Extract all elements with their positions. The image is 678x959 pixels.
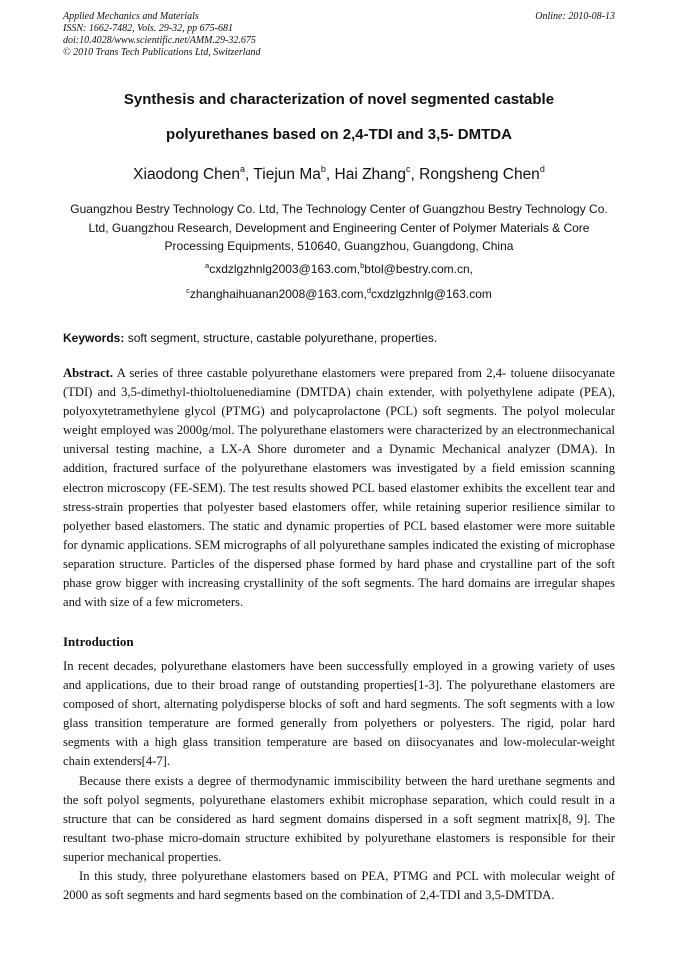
author-name: Rongsheng Chen [419, 166, 540, 183]
author-affil-mark: d [539, 164, 545, 174]
introduction-body [63, 657, 615, 905]
online-date: Online: 2010-08-13 [535, 11, 615, 22]
copyright-line: © 2010 Trans Tech Publications Ltd, Switzerland [63, 47, 261, 58]
author-name: Tiejun Ma [253, 166, 321, 183]
paragraph: In recent decades, polyurethane elastomers have been successfully employed in a growing variety of uses and applications, due to their broad range of outstanding properties[1-3]. The polyurethane elastomers are composed of short, alternating polydisperse blocks of soft and hard segments. The soft segments with a low glass transition temperature are formed generally from polyethers or polyesters. The rigid, polar hard segments with a high glass transition temperature are based on diisocyanates and low-molecular-weight chain extenders[4-7]. [63, 659, 615, 769]
author-list: Xiaodong Chen$^a$, Tiejun Ma$^b$, Hai Zhang$^c$, Rongsheng Chen$^d$ [133, 164, 545, 183]
abstract [63, 364, 615, 612]
author-affil-mark: b [320, 164, 326, 174]
journal-header [63, 11, 615, 59]
keywords [63, 331, 615, 345]
paper-title-line-1: Synthesis and characterization of novel segmented castable [123, 91, 555, 108]
author-name: Xiaodong Chen [133, 166, 241, 183]
introduction-heading: Introduction [63, 634, 134, 649]
affiliation: Guangzhou Bestry Technology Co. Ltd, The Technology Center of Guangzhou Bestry Technology Co. Ltd, Guangzhou Research, Development and Engineering Center of Polymer Materials & Core Processing Equipments, 510640, Guangzhou, Guangdong, China [70, 202, 608, 253]
keywords-text: soft segment, structure, castable polyurethane, properties. [127, 331, 438, 345]
email-d: cxdzlgzhnlg@163.com [371, 287, 492, 301]
author-name: Hai Zhang [334, 166, 407, 183]
issn-line: ISSN: 1662-7482, Vols. 29-32, pp 675-681 [63, 23, 233, 34]
doi-line: doi:10.4028/www.scientific.net/AMM.29-32.675 [63, 35, 256, 46]
email-c: zhanghaihuanan2008@163.com, [189, 287, 367, 301]
author-affil-mark: c [406, 164, 411, 174]
email-line-2: $^c$zhanghaihuanan2008@163.com,$^d$cxdzlgzhnlg@163.com [186, 286, 492, 301]
abstract-text: A series of three castable polyurethane elastomers were prepared from 2,4- toluene diisocyanate (TDI) and 3,5-dimethyl-thioltoluenediamine (DMTDA) chain extender, with polyethylene adipate (PEA), polyoxytetramethylene glycol (PTMG) and polycaprolactone (PCL) soft segments. The polyol molecular weight employed was 2000g/mol. The polyurethane elastomers were characterized by an electronmechanical universal testing machine, a LX-A Shore durometer and a Dynamic Mechanical analyzer (DMA). In addition, fractured surface of the polyurethane elastomers was investigated by a field emission scanning electron microscopy (FE-SEM). The test results showed PCL based elastomer exhibits the excellent tear and stress-strain properties that polyester based elastomers offer, while retaining superior resilience similar to polyether based elastomers. The static and dynamic properties of PCL based elastomer were more suitable for dynamic applications. SEM micrographs of all polyurethane samples indicated the existing of microphase separation structure. Particles of the dispersed phase formed by hard phase and crystalline part of the soft phase grow bigger with increasing crystallinity of the soft segments. The hard domains are irregular shapes and with size of a few micrometers. [63, 366, 615, 610]
journal-name: Applied Mechanics and Materials [63, 11, 199, 22]
paragraph: Because there exists a degree of thermodynamic immiscibility between the hard urethane segments and the soft polyol segments, polyurethane elastomers exhibit microphase separation, which could result in a structure that can be considered as hard segment domains dispersed in a soft segment matrix[8, 9]. The resultant two-phase micro-domain structure exhibited by polyurethane elastomers is responsible for their superior mechanical properties. [63, 773, 615, 864]
keywords-label: Keywords: [63, 331, 125, 345]
email-line-1: $^a$cxdzlgzhnlg2003@163.com,$^b$btol@bestry.com.cn, [205, 261, 473, 276]
email-a: cxdzlgzhnlg2003@163.com, [209, 262, 361, 276]
paper-title-line-2: polyurethanes based on 2,4-TDI and 3,5- DMTDA [166, 126, 512, 143]
paragraph: In this study, three polyurethane elastomers based on PEA, PTMG and PCL with molecular weight of 2000 as soft segments and hard segments based on the combination of 2,4-TDI and 3,5-DMTDA. [63, 869, 615, 903]
author-affil-mark: a [240, 164, 246, 174]
email-b: btol@bestry.com.cn, [364, 262, 473, 276]
abstract-label: Abstract. [63, 366, 114, 380]
